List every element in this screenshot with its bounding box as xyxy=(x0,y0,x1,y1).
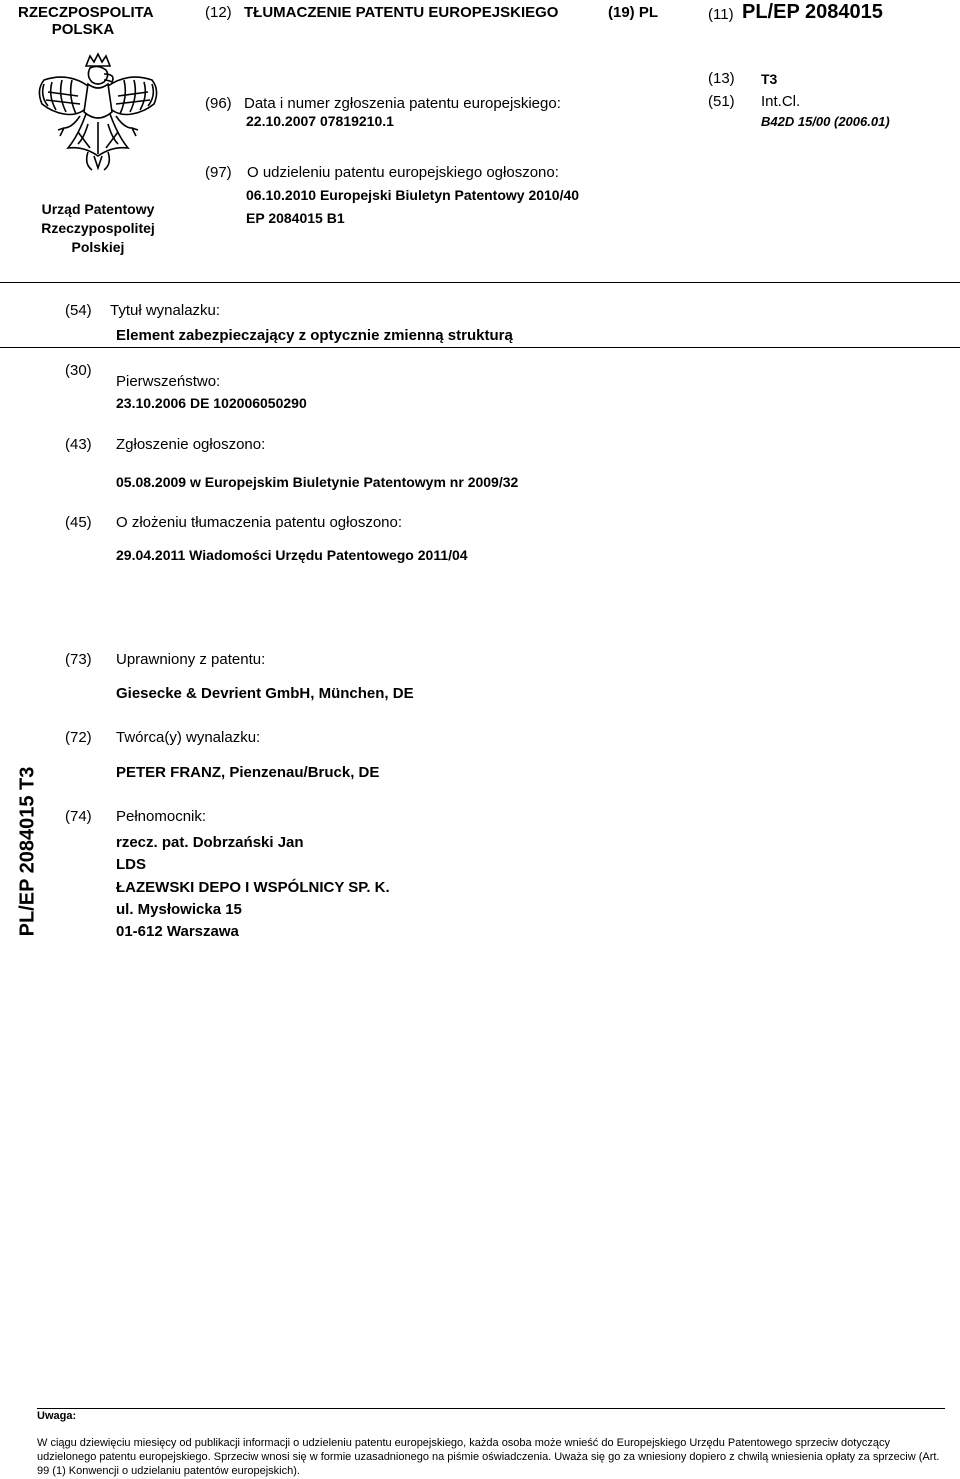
office-name xyxy=(18,200,178,257)
patent-number: PL/EP 2084015 xyxy=(742,1,883,23)
field96-value: 22.10.2007 07819210.1 xyxy=(246,113,394,129)
field97-value1: 06.10.2010 Europejski Biuletyn Patentowy 2010/40 xyxy=(246,187,580,203)
code-96: (96) xyxy=(205,95,232,112)
notice-title: Uwaga: xyxy=(37,1410,77,1422)
code-51: (51) xyxy=(708,93,735,110)
code-73: (73) xyxy=(65,651,92,668)
field45-value: 29.04.2011 Wiadomości Urzędu Patentowego 2011/04 xyxy=(116,547,468,563)
country-line1: RZECZPOSPOLITA xyxy=(18,4,154,21)
code-13: (13) xyxy=(708,70,735,87)
field54-label: Tytuł wynalazku: xyxy=(110,302,221,319)
code-54: (54) xyxy=(65,302,92,319)
field30-label: Pierwszeństwo: xyxy=(116,373,221,390)
field45-label: O złożeniu tłumaczenia patentu ogłoszono: xyxy=(116,514,403,531)
notice-text: W ciągu dziewięciu miesięcy od publikacji informacji o udzieleniu patentu europejskiego, każda osoba może wnieść do Europejskiego Urzędu Patentowego sprzeciw dotyczący udzielonego patentu europejskiego. Sprzeciw wnosi się w formie uzasadnionego na piśmie oświadczenia. Uważa się go za wniesiony dopiero z chwilą wniesienia opłaty za sprzeciw (Art. 99 (1) Konwencji o udzielaniu patentów europejskich). xyxy=(37,1437,940,1477)
document-type: TŁUMACZENIE PATENTU EUROPEJSKIEGO xyxy=(244,4,559,21)
code-72: (72) xyxy=(65,729,92,746)
classification: B42D 15/00 (2006.01) xyxy=(761,114,890,129)
attorney-line: LDS xyxy=(116,856,146,874)
code-74: (74) xyxy=(65,808,92,825)
country-line2: POLSKA xyxy=(51,21,115,38)
office-line1: Urząd Patentowy xyxy=(41,201,155,217)
code-43: (43) xyxy=(65,436,92,453)
field97-label: O udzieleniu patentu europejskiego ogłoszono: xyxy=(247,164,559,181)
attorney-line: rzecz. pat. Dobrzański Jan xyxy=(116,834,304,851)
field43-label: Zgłoszenie ogłoszono: xyxy=(116,436,266,453)
field96-label: Data i numer zgłoszenia patentu europejskiego: xyxy=(244,95,561,112)
inventor-value: PETER FRANZ, Pienzenau/Bruck, DE xyxy=(116,764,380,781)
attorney-line: ŁAZEWSKI DEPO I WSPÓLNICY SP. K. xyxy=(116,878,390,896)
proprietor-value: Giesecke & Devrient GmbH, München, DE xyxy=(116,685,414,702)
side-patent-label: PL/EP 2084015 T3 xyxy=(16,766,39,937)
field74-label: Pełnomocnik: xyxy=(116,808,207,825)
field51-label: Int.Cl. xyxy=(761,93,801,110)
code-97: (97) xyxy=(205,164,232,181)
office-line3: Polskiej xyxy=(71,239,125,255)
country-name xyxy=(18,4,154,38)
code-11: (11) xyxy=(708,6,734,23)
code-19: (19) PL xyxy=(608,4,659,21)
title-divider xyxy=(0,347,960,348)
code-30: (30) xyxy=(65,362,92,379)
field43-value: 05.08.2009 w Europejskim Biuletynie Patentowym nr 2009/32 xyxy=(116,474,519,490)
attorney-block xyxy=(116,832,390,943)
invention-title: Element zabezpieczający z optycznie zmienną strukturą xyxy=(116,327,513,344)
code-45: (45) xyxy=(65,514,92,531)
field97-value2: EP 2084015 B1 xyxy=(246,210,345,226)
field72-label: Twórca(y) wynalazku: xyxy=(116,729,261,746)
code-12: (12) xyxy=(205,4,232,21)
polish-eagle-emblem xyxy=(28,52,168,184)
header-divider xyxy=(0,282,960,283)
field73-label: Uprawniony z patentu: xyxy=(116,651,266,668)
priority-value: 23.10.2006 DE 102006050290 xyxy=(116,395,307,411)
attorney-line: 01-612 Warszawa xyxy=(116,923,239,941)
attorney-line: ul. Mysłowicka 15 xyxy=(116,900,242,918)
office-line2: Rzeczypospolitej xyxy=(41,220,155,236)
notice-divider xyxy=(37,1408,945,1409)
kind-code: T3 xyxy=(761,71,778,87)
